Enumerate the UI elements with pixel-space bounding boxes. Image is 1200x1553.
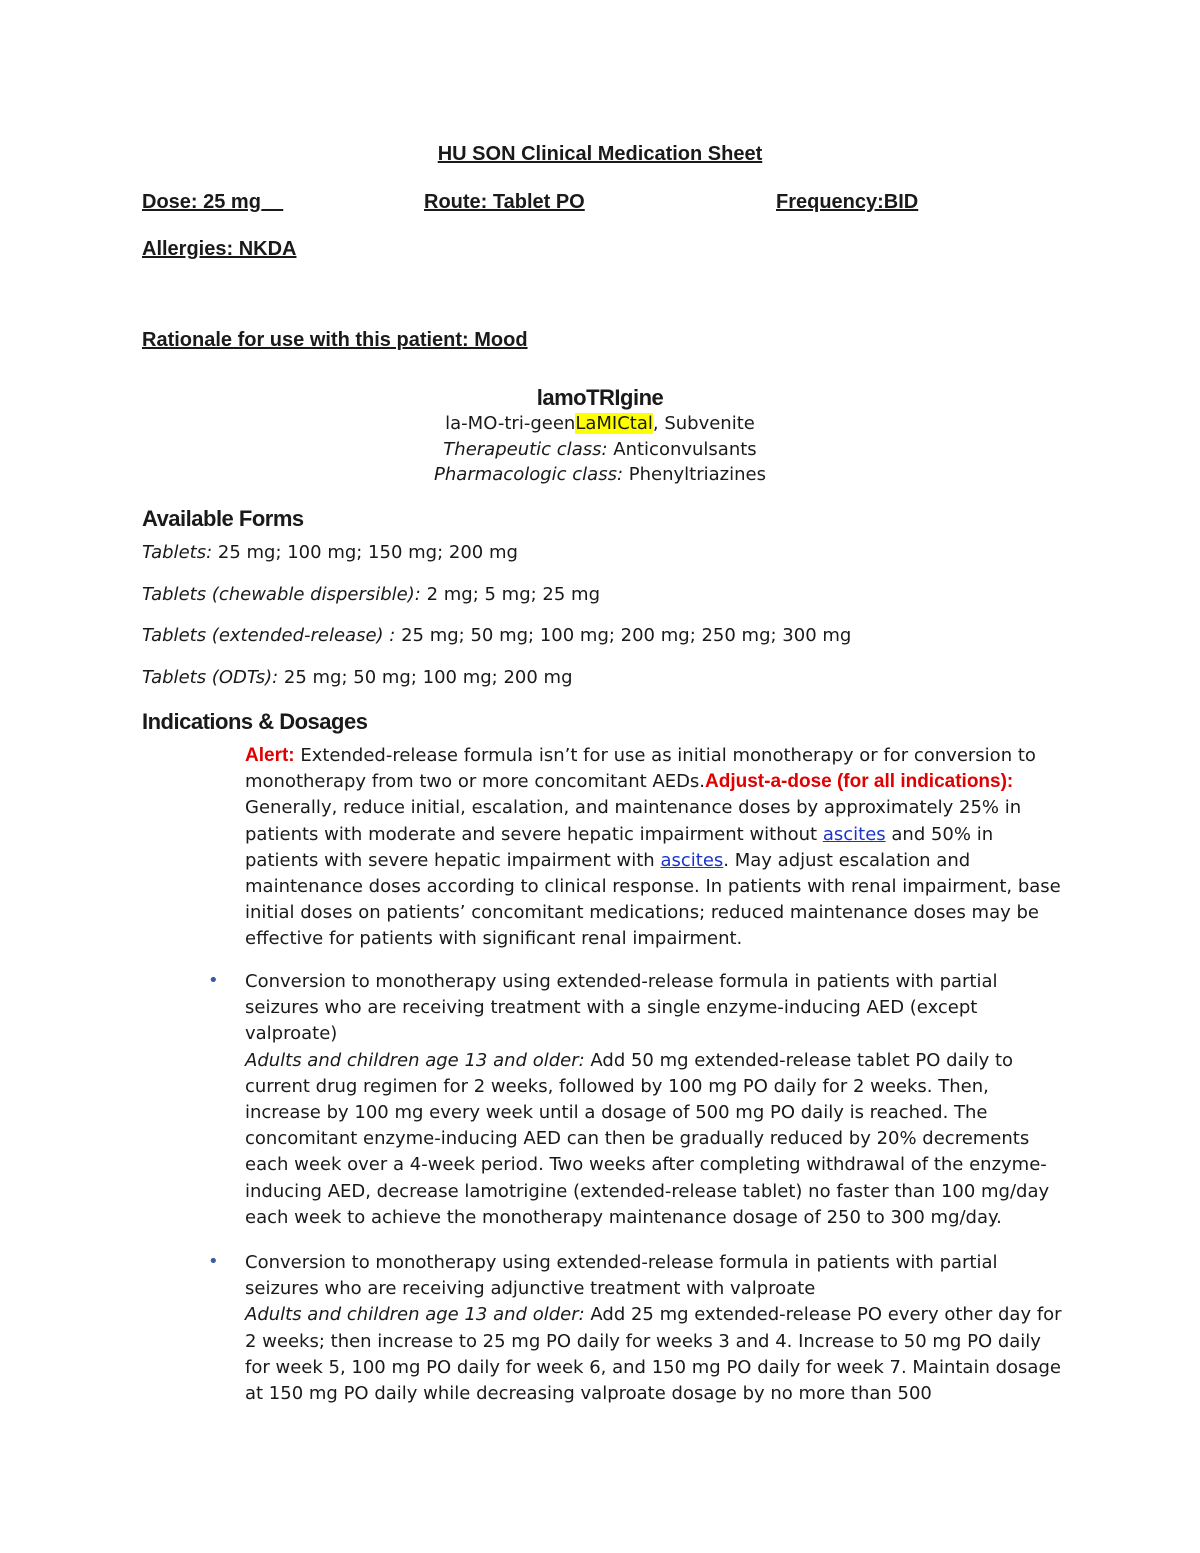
pharmacologic-class-value: Phenyltriazines — [623, 464, 766, 485]
available-forms-heading: Available Forms — [142, 506, 304, 531]
alert-paragraph — [245, 743, 1065, 953]
adjust-dose-text: Generally, reduce initial, escalation, and maintenance doses by approximately 25% in patients with moderate and severe hepatic impairment without — [245, 797, 1022, 845]
therapeutic-class-value: Anticonvulsants — [607, 439, 757, 460]
ascites-link[interactable]: ascites — [660, 849, 724, 871]
indication-title: Conversion to monotherapy using extended-release formula in patients with partial seizures who are receiving treatment with a single enzyme-inducing AED (except valproate) — [245, 971, 998, 1045]
rationale-field: Rationale for use with this patient: Mood — [142, 329, 528, 351]
indication-item — [245, 1250, 1065, 1407]
form-item-value: 2 mg; 5 mg; 25 mg — [420, 584, 600, 605]
form-item — [142, 667, 573, 688]
population-label: Adults and children age 13 and older: — [245, 1049, 585, 1071]
dosage-text: Add 50 mg extended-release tablet PO daily to current drug regimen for 2 weeks, followed by 100 mg PO daily for 2 weeks. Then, increase by 100 mg every week until a dosage of 500 mg PO daily is reached. The concomitant enzyme-inducing AED can then be gradually reduced by 20% decrements each week over a 4-week period. Two weeks after completing withdrawal of the enzyme-inducing AED, decrease lamotrigine (extended-release tablet) no faster than 100 mg/day each week to achieve the monotherapy maintenance dosage of 250 to 300 mg/day. — [245, 1049, 1050, 1228]
drug-name: lamoTRIgine — [536, 385, 664, 410]
form-item-value: 25 mg; 100 mg; 150 mg; 200 mg — [212, 542, 518, 563]
pronunciation: la-MO-tri-geen — [445, 413, 576, 434]
bullet-icon: • — [208, 1251, 219, 1272]
route-field: Route: Tablet PO — [424, 191, 585, 213]
pharmacologic-class — [0, 464, 1200, 485]
alert-label: Alert: — [245, 745, 295, 766]
form-item — [142, 584, 600, 605]
form-item-label: Tablets (extended-release) : — [142, 625, 396, 646]
form-item-label: Tablets (chewable dispersible): — [142, 584, 421, 605]
form-item — [142, 625, 851, 646]
adjust-dose-label: Adjust-a-dose (for all indications): — [705, 771, 1014, 793]
pharmacologic-class-label: Pharmacologic class: — [434, 464, 624, 485]
frequency-field: Frequency:BID — [776, 191, 919, 213]
page-title: HU SON Clinical Medication Sheet — [437, 143, 763, 165]
dosage-text: Add 25 mg extended-release PO every other day for 2 weeks; then increase to 25 mg PO daily for weeks 3 and 4. Increase to 50 mg PO daily for week 5, 100 mg PO daily for week 6, and 150 mg PO daily for week 7. Maintain dosage at 150 mg PO daily while decreasing valproate dosage by no more than 500 — [245, 1304, 1062, 1405]
indications-heading: Indications & Dosages — [142, 709, 368, 734]
therapeutic-class-label: Therapeutic class: — [443, 439, 608, 460]
brand-name-rest: , Subvenite — [652, 413, 755, 434]
therapeutic-class — [0, 439, 1200, 460]
drug-brand-line — [0, 413, 1200, 434]
alert-text: Extended-release formula isn’t for use as initial monotherapy or for conversion to monotherapy from two or more concomitant AEDs. — [245, 745, 1036, 793]
form-item-label: Tablets: — [142, 542, 213, 563]
bullet-icon: • — [208, 970, 219, 991]
indication-item — [245, 969, 1065, 1231]
dose-field: Dose: 25 mg__ — [142, 191, 284, 213]
adjust-dose-text: . May adjust escalation and maintenance doses according to clinical response. In patients with renal impairment, base initial doses on patients’ concomitant medications; reduced maintenance doses may be effective for patients with significant renal impairment. — [245, 849, 1061, 950]
form-item — [142, 542, 518, 563]
indication-title: Conversion to monotherapy using extended-release formula in patients with partial seizures who are receiving adjunctive treatment with valproate — [245, 1252, 998, 1300]
brand-name-highlighted: LaMICtal — [575, 413, 653, 434]
ascites-link[interactable]: ascites — [822, 823, 886, 845]
adjust-dose-text: and 50% in patients with severe hepatic impairment with — [245, 823, 994, 871]
form-item-label: Tablets (ODTs): — [142, 667, 279, 688]
form-item-value: 25 mg; 50 mg; 100 mg; 200 mg — [278, 667, 573, 688]
population-label: Adults and children age 13 and older: — [245, 1304, 585, 1326]
allergies-field: Allergies: NKDA — [142, 238, 297, 260]
form-item-value: 25 mg; 50 mg; 100 mg; 200 mg; 250 mg; 300 mg — [395, 625, 852, 646]
